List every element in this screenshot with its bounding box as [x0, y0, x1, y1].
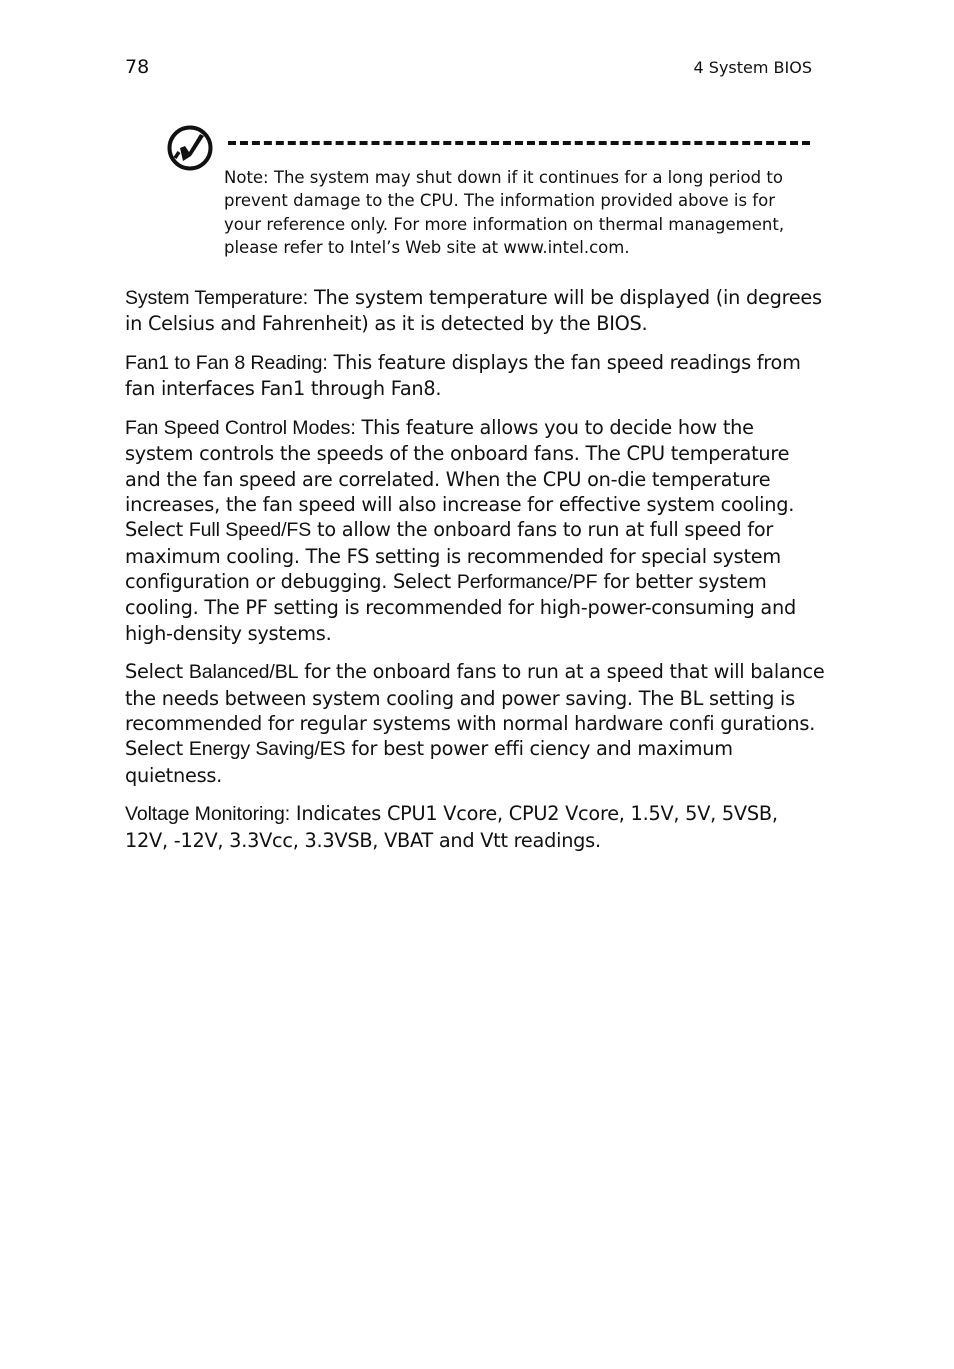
term-system-temperature: System Temperature:: [125, 287, 309, 309]
term-voltage-monitoring: Voltage Monitoring:: [125, 803, 291, 826]
description-balanced-3: for best power effi ciency and maximum quietness.: [125, 737, 733, 787]
description-fan-speed-control-3: for better system cooling. The PF setting is recommended for high-power-consuming and high-density systems.: [125, 569, 796, 645]
description-voltage-monitoring: Indicates CPU1 Vcore, CPU2 Vcore, 1.5V, 5V, 5VSB, 12V, -12V, 3.3Vcc, 3.3VSB, VBAT and Vtt readings.: [125, 802, 778, 852]
note-text: Note: The system may shut down if it continues for a long period to prevent damage to the CPU. The information provided above is for your reference only. For more information on thermal management, please refer to Intel’s Web site at www.intel.com.: [224, 168, 785, 257]
description-fan-speed-control-1: This feature allows you to decide how the system controls the speeds of the onboard fans. The CPU temperature and the fan speed are correlated. When the CPU on-die temperature increases, the fan speed will also increase for effective system cooling. Select: [125, 416, 795, 542]
body-text: [125, 285, 825, 866]
term-fan-reading: Fan1 to Fan 8 Reading:: [125, 352, 328, 375]
description-balanced-2: for the onboard fans to run at a speed that will balance the needs between system cooling and power saving. The BL setting is recommended for regular systems with normal hardware confi gurations. Select: [125, 660, 825, 761]
paragraph-voltage-monitoring: [125, 801, 825, 853]
description-fan-speed-control-2: to allow the onboard fans to run at full speed for maximum cooling. The FS setting is recommended for special system configuration or debugging. Select: [125, 518, 781, 593]
option-balanced: Balanced/BL: [188, 661, 299, 684]
description-system-temperature: The system temperature will be displayed (in degrees in Celsius and Fahrenheit) as it is detected by the BIOS.: [125, 286, 822, 336]
term-fan-speed-control: Fan Speed Control Modes:: [125, 417, 356, 440]
paragraph-balanced: [125, 659, 825, 787]
description-balanced-1: Select: [125, 660, 189, 684]
note-divider: [228, 141, 810, 145]
option-energy-saving: Energy Saving/ES: [188, 738, 346, 761]
chapter-title: 4 System BIOS: [693, 58, 812, 77]
note-pencil-icon: [166, 124, 214, 172]
paragraph-system-temperature: [125, 285, 825, 337]
paragraph-fan-reading: [125, 350, 825, 402]
description-fan-reading: This feature displays the fan speed readings from fan interfaces Fan1 through Fan8.: [125, 351, 801, 401]
paragraph-fan-speed-control: [125, 415, 825, 646]
option-full-speed: Full Speed/FS: [188, 519, 312, 542]
page-number: 78: [125, 56, 150, 78]
option-performance: Performance/PF: [456, 570, 598, 593]
